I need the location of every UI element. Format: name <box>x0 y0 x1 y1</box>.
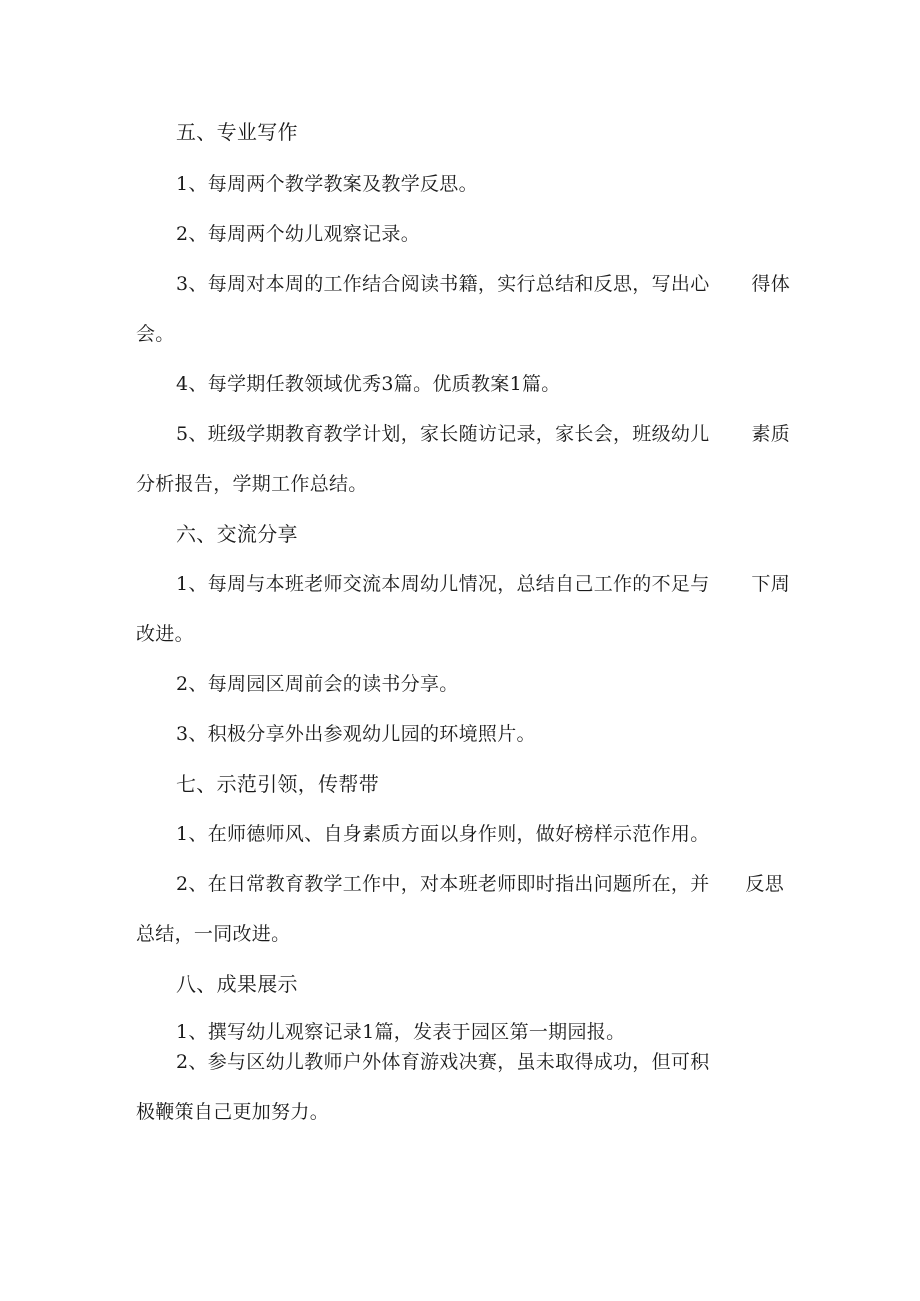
list-item-text: 素质 <box>751 423 790 445</box>
section-heading: 八、成果展示 <box>176 972 298 996</box>
list-item-text: 1、每周与本班老师交流本周幼儿情况，总结自己工作的不足与 <box>176 573 710 595</box>
list-item-continuation: 会。 <box>136 323 175 345</box>
list-item-line <box>176 272 790 296</box>
list-item-text: 2、在日常教育教学工作中，对本班老师即时指出问题所在，并 <box>176 873 710 895</box>
list-item-continuation: 改进。 <box>136 623 194 645</box>
list-item: 1、每周两个教学教案及教学反思。 <box>176 173 478 195</box>
section-heading: 五、专业写作 <box>176 120 298 144</box>
list-item: 2、参与区幼儿教师户外体育游戏决赛，虽未取得成功，但可积 <box>176 1051 710 1073</box>
list-item: 1、撰写幼儿观察记录1篇，发表于园区第一期园报。 <box>176 1021 626 1043</box>
list-item: 4、每学期任教领域优秀3篇。优质教案1篇。 <box>176 373 561 395</box>
list-item-line <box>176 422 790 446</box>
list-item: 3、积极分享外出参观幼儿园的环境照片。 <box>176 723 536 745</box>
list-item-text: 3、每周对本周的工作结合阅读书籍，实行总结和反思，写出心 <box>176 273 710 295</box>
list-item-continuation: 总结，一同改进。 <box>136 923 291 945</box>
list-item-line <box>176 572 790 596</box>
list-item-line <box>176 872 784 896</box>
list-item: 1、在师德师风、自身素质方面以身作则，做好榜样示范作用。 <box>176 823 710 845</box>
list-item-text: 5、班级学期教育教学计划，家长随访记录，家长会，班级幼儿 <box>176 423 710 445</box>
list-item-text: 得体 <box>751 273 790 295</box>
list-item: 2、每周两个幼儿观察记录。 <box>176 223 420 245</box>
list-item-continuation: 极鞭策自己更加努力。 <box>136 1101 330 1123</box>
list-item-continuation: 分析报告，学期工作总结。 <box>136 473 368 495</box>
list-item-text: 反思 <box>745 873 784 895</box>
section-heading: 七、示范引领，传帮带 <box>176 772 379 796</box>
list-item: 2、每周园区周前会的读书分享。 <box>176 673 459 695</box>
section-heading: 六、交流分享 <box>176 522 298 546</box>
list-item-text: 下周 <box>751 573 790 595</box>
